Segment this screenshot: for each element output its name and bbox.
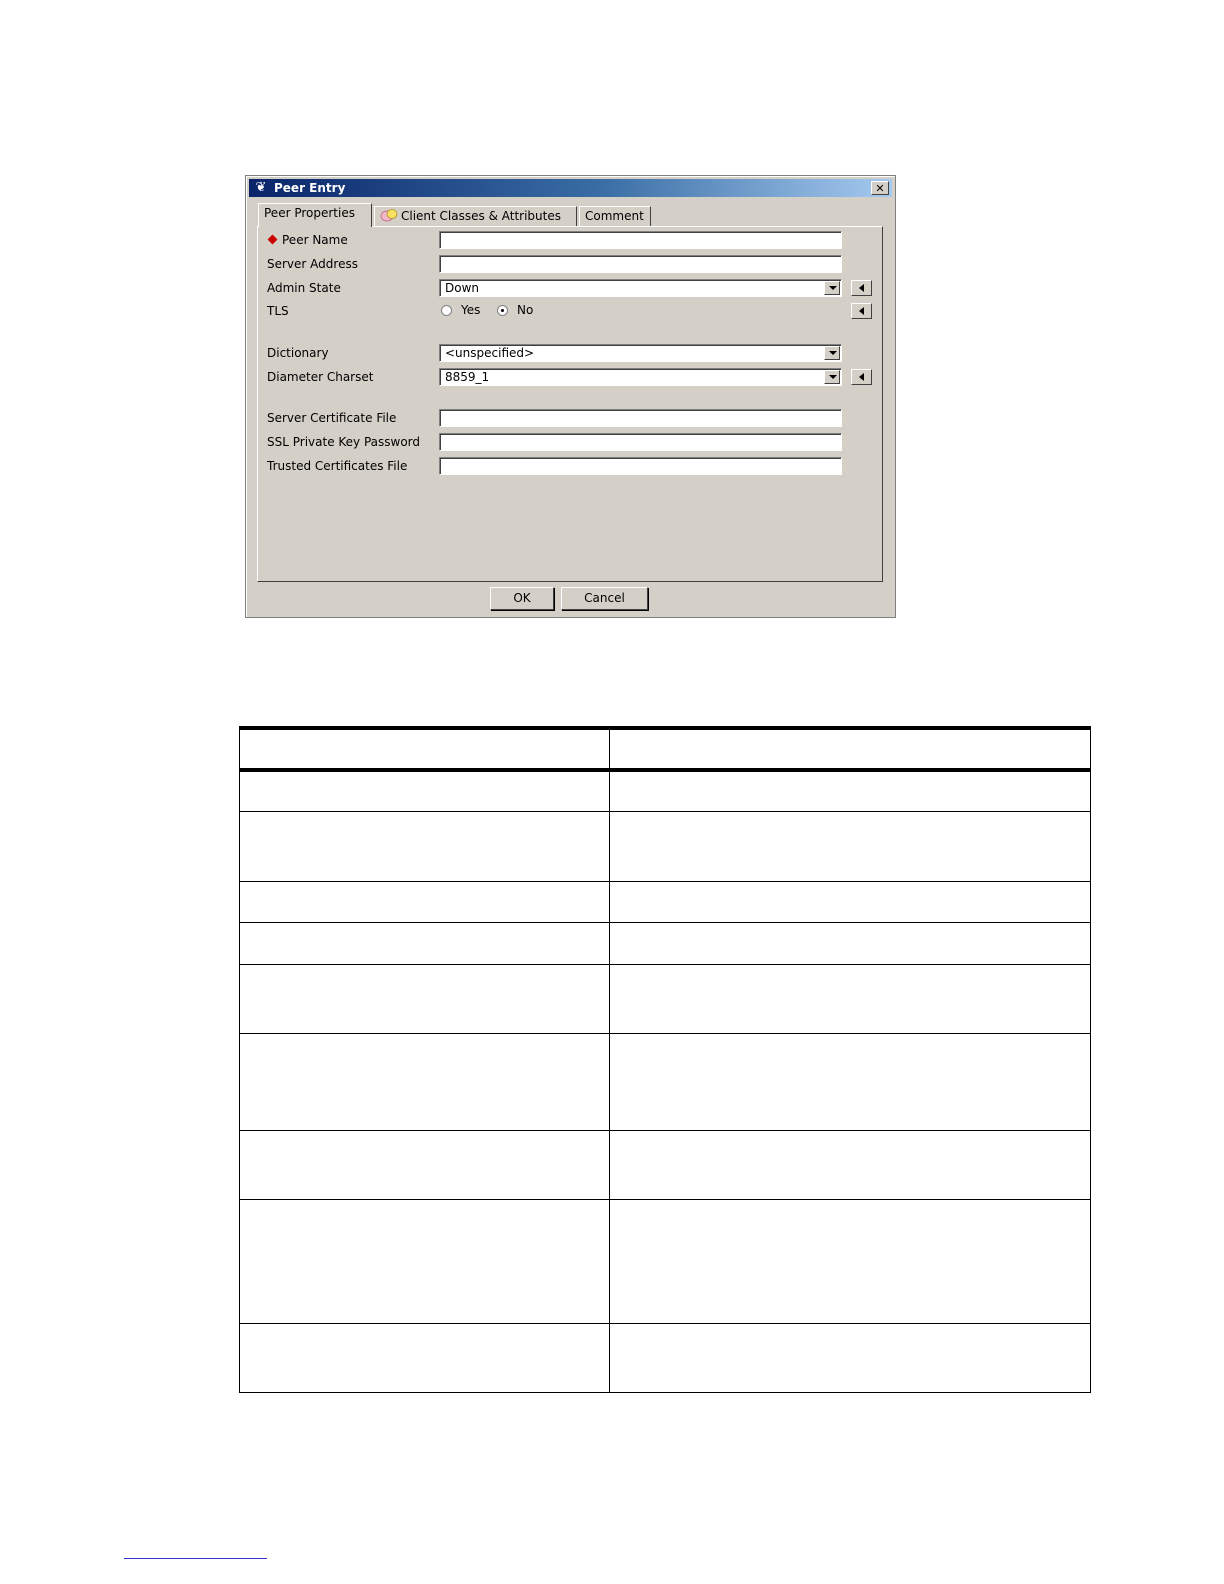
- dialog-title: Peer Entry: [274, 181, 346, 195]
- trusted-certificates-file-label: Trusted Certificates File: [267, 459, 408, 473]
- table-cell: [240, 1199, 610, 1323]
- admin-state-select[interactable]: [439, 279, 842, 297]
- table-cell: [610, 881, 1091, 922]
- table-cell: [610, 922, 1091, 964]
- tab-label: Client Classes & Attributes: [401, 209, 561, 223]
- tab-label: Peer Properties: [264, 206, 355, 220]
- table-cell: [240, 1130, 610, 1199]
- diameter-charset-label: Diameter Charset: [267, 370, 374, 384]
- tab-label: Comment: [585, 209, 644, 223]
- close-button[interactable]: [871, 181, 889, 195]
- admin-state-label: Admin State: [267, 281, 341, 295]
- table-header-cell: [610, 728, 1091, 770]
- table-cell: [240, 1323, 610, 1392]
- app-logo-icon: ❦: [255, 180, 267, 195]
- table-row: [240, 922, 1091, 964]
- required-icon: [268, 235, 278, 245]
- table-row: [240, 1033, 1091, 1130]
- tls-label: TLS: [267, 304, 289, 318]
- table-row: [240, 881, 1091, 922]
- tls-yes-label: Yes: [461, 303, 481, 317]
- table-cell: [610, 811, 1091, 881]
- table-cell: [610, 964, 1091, 1033]
- table-row: [240, 1130, 1091, 1199]
- cancel-button[interactable]: Cancel: [561, 587, 648, 610]
- server-certificate-file-label: Server Certificate File: [267, 411, 397, 425]
- table-cell: [610, 770, 1091, 811]
- admin-state-reset-button[interactable]: [851, 280, 872, 296]
- table-cell: [240, 881, 610, 922]
- table-row: [240, 770, 1091, 811]
- table-row: [240, 1323, 1091, 1392]
- peer-name-label: Peer Name: [267, 232, 348, 248]
- table-row: [240, 964, 1091, 1033]
- tab-peer-properties[interactable]: [258, 203, 372, 227]
- diameter-charset-select[interactable]: [439, 368, 842, 386]
- table-row: [240, 1199, 1091, 1323]
- tls-no-radio[interactable]: [497, 305, 508, 316]
- title-bar[interactable]: [249, 179, 892, 197]
- client-classes-icon: [380, 208, 398, 222]
- table-cell: [240, 811, 610, 881]
- tab-comment[interactable]: [579, 206, 651, 226]
- ssl-private-key-password-label: SSL Private Key Password: [267, 435, 421, 449]
- chevron-down-icon[interactable]: [824, 370, 840, 384]
- table-cell: [240, 964, 610, 1033]
- dictionary-value: <unspecified>: [445, 346, 535, 360]
- table-cell: [240, 922, 610, 964]
- fields-description-table: [239, 726, 1091, 1393]
- table-row: [240, 811, 1091, 881]
- tls-no-label: No: [517, 303, 534, 317]
- close-icon: ✕: [875, 182, 885, 195]
- table-cell: [240, 1033, 610, 1130]
- ok-button[interactable]: OK: [490, 587, 554, 610]
- dictionary-label: Dictionary: [267, 346, 329, 360]
- chevron-down-icon[interactable]: [824, 346, 840, 360]
- table-cell: [610, 1130, 1091, 1199]
- table-cell: [610, 1323, 1091, 1392]
- peer-name-field[interactable]: [439, 231, 842, 249]
- tls-reset-button[interactable]: [851, 303, 872, 319]
- table-header-row: [240, 728, 1091, 770]
- trusted-certificates-file-field[interactable]: [439, 457, 842, 475]
- diameter-charset-reset-button[interactable]: [851, 369, 872, 385]
- diameter-charset-value: 8859_1: [445, 370, 490, 384]
- admin-state-value: Down: [445, 281, 480, 295]
- ssl-private-key-password-field[interactable]: [439, 433, 842, 451]
- table-cell: [610, 1199, 1091, 1323]
- server-certificate-file-field[interactable]: [439, 409, 842, 427]
- dictionary-select[interactable]: [439, 344, 842, 362]
- server-address-field[interactable]: [439, 255, 842, 273]
- table-cell: [610, 1033, 1091, 1130]
- table-header-cell: [240, 728, 610, 770]
- table-cell: [240, 770, 610, 811]
- footnote-separator: [124, 1558, 267, 1559]
- tab-client-classes-attributes[interactable]: [374, 206, 577, 226]
- tls-yes-radio[interactable]: [441, 305, 452, 316]
- server-address-label: Server Address: [267, 257, 358, 271]
- chevron-down-icon[interactable]: [824, 281, 840, 295]
